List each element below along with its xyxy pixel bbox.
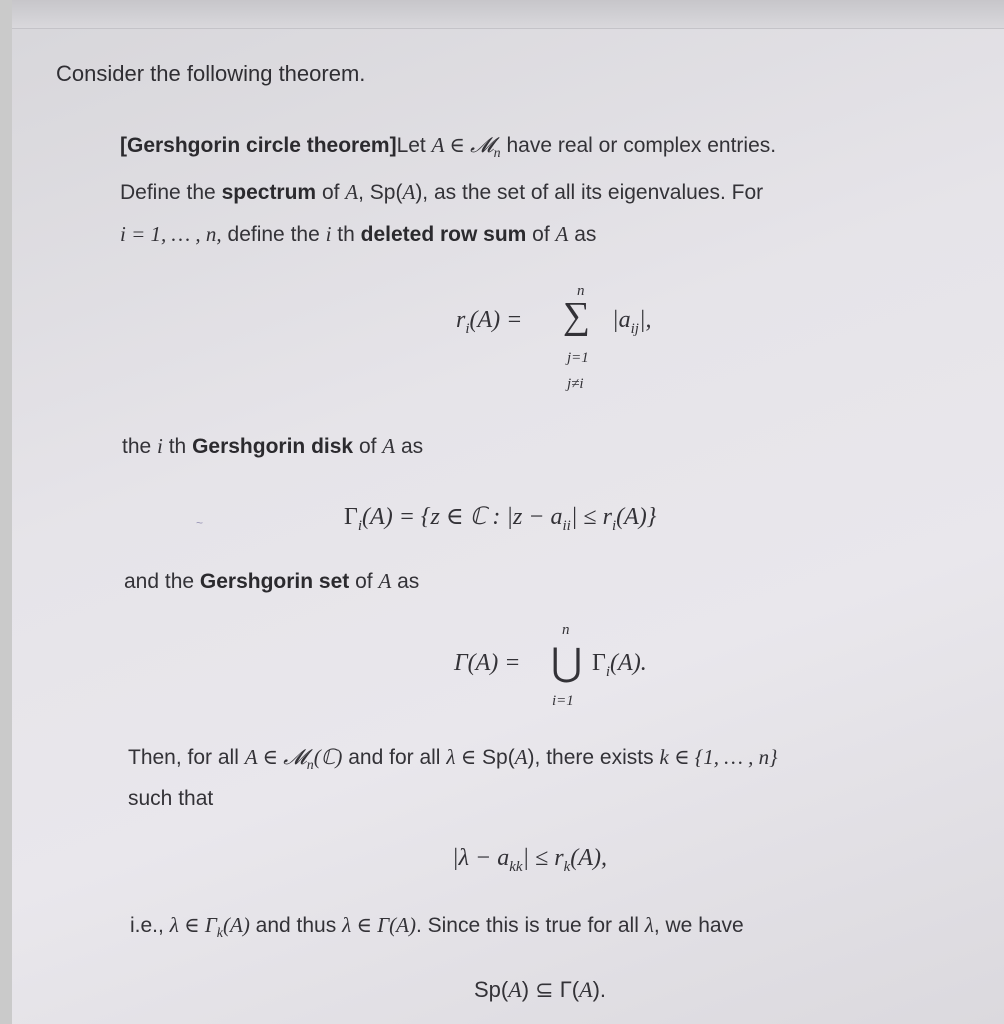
disk-equation: $\Gamma_i(A) = \{z$ ∈ ℂ : $|z - a_{ii}| \le r_i(A)$} <box>344 504 657 534</box>
final-statement: Sp(A) ⊆ Γ(A). <box>474 977 607 1002</box>
disk-definition-text: the i th Gershgorin disk of A as <box>122 434 424 458</box>
row-sum-term: $|a_{ij}|$, <box>612 307 652 337</box>
sum-lower-limit-2: j≠i <box>567 376 584 392</box>
union-term: $\Gamma_i(A)$. <box>592 650 647 680</box>
theorem-line-1: [Gershgorin circle theorem]Let A ∈ 𝓜$_n$ have real or complex entries. <box>120 133 777 162</box>
row-sum-lhs: $r_i(A)$ = <box>456 307 523 337</box>
sum-upper-limit: n <box>577 283 585 299</box>
theorem-name: [Gershgorin circle theorem] <box>120 134 397 157</box>
ie-text: i.e., λ ∈ $\Gamma_k(A)$ and thus λ ∈ Γ(A). Since this is true for all λ, we have <box>130 913 744 942</box>
union-lhs: Γ(A) = <box>454 650 521 676</box>
conclusion-line-1: Then, for all A ∈ 𝓜$_n$(ℂ) and for all λ ∈ Sp(A), there exists k ∈ {1, … , n} <box>128 745 778 774</box>
union-symbol: ⋃ <box>551 642 583 684</box>
sum-lower-limit-1: j=1 <box>567 350 589 366</box>
page-top-edge <box>12 0 1004 29</box>
union-upper-limit: n <box>562 622 570 638</box>
set-definition-text: and the Gershgorin set of A as <box>124 569 420 593</box>
sum-symbol: ∑ <box>563 295 591 337</box>
intro-text: Consider the following theorem. <box>56 61 366 86</box>
union-lower-limit: i=1 <box>552 693 574 709</box>
theorem-line-2: Define the spectrum of A, Sp(A), as the set of all its eigenvalues. For <box>120 180 764 204</box>
conclusion-line-2: such that <box>128 787 214 810</box>
theorem-line-3: i = 1, … , n, define the i th deleted row sum of A as <box>120 222 597 246</box>
page-left-edge <box>0 0 12 1024</box>
stray-mark: ~ <box>196 516 204 530</box>
inequality-equation: $|\lambda - a_{kk}| \le r_k(A)$, <box>452 845 607 875</box>
